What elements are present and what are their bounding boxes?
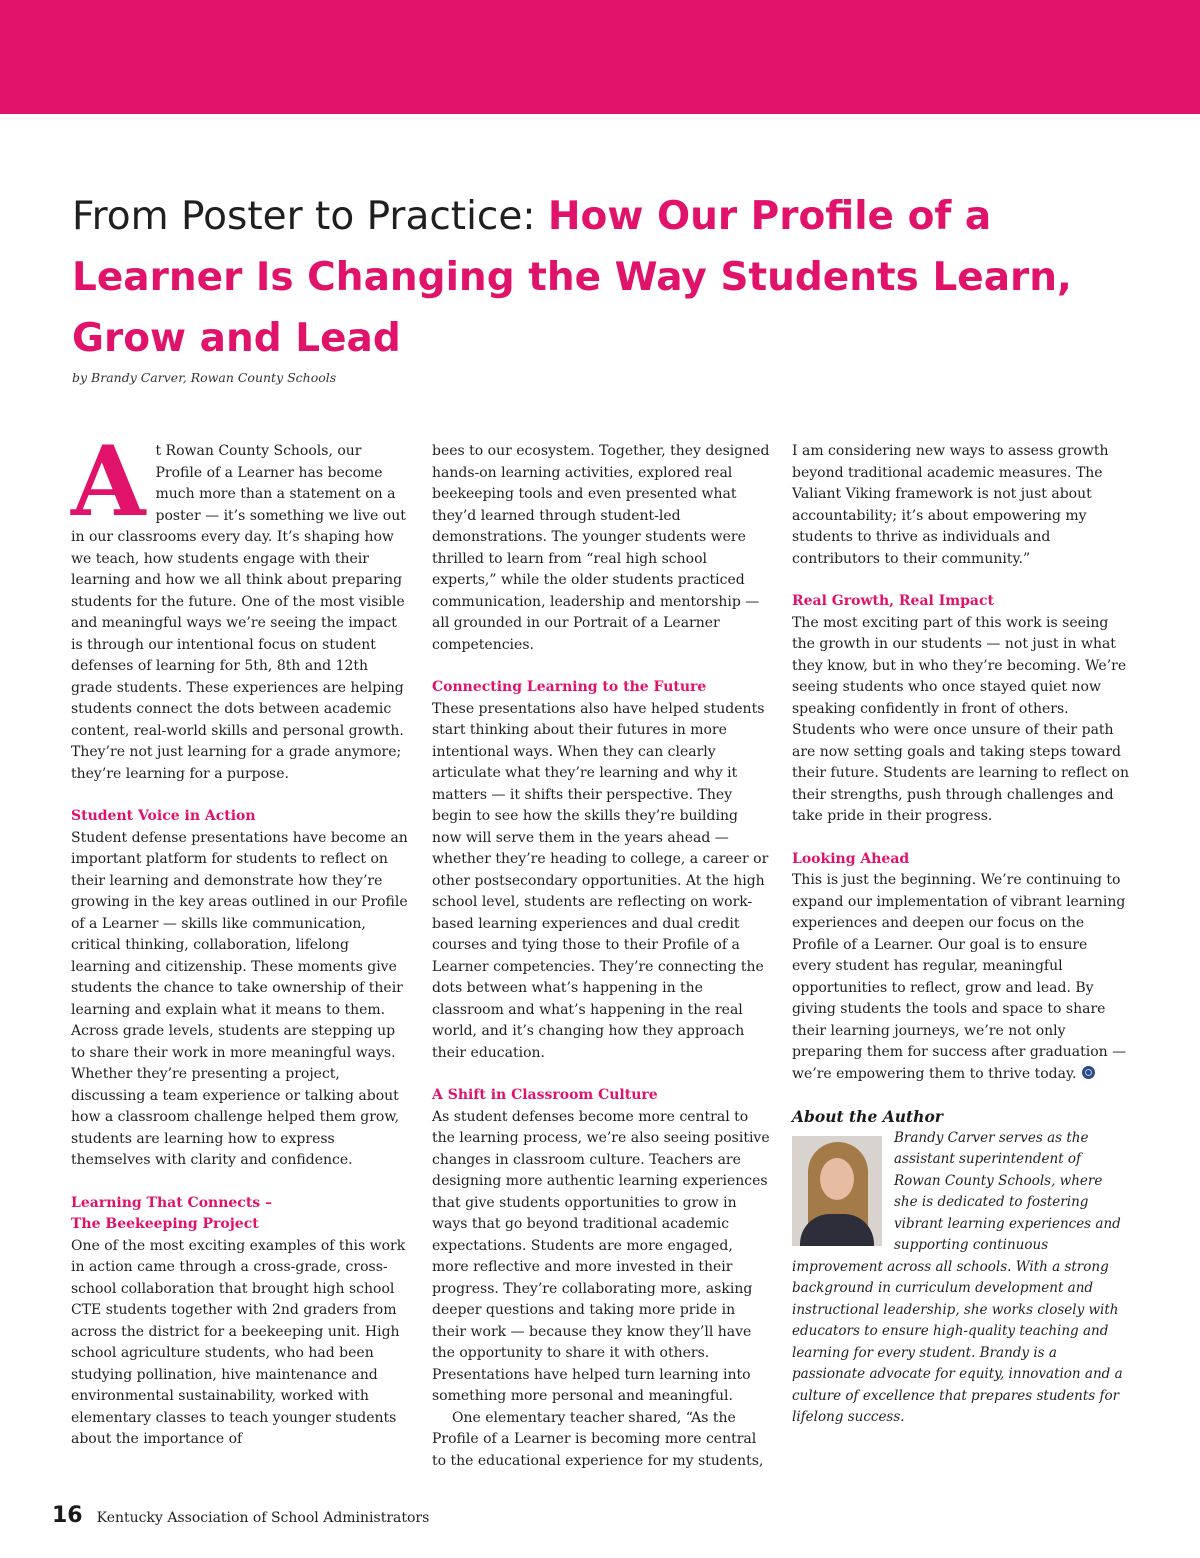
heading-line-1: Learning That Connects – (71, 1194, 273, 1211)
end-mark-icon (1082, 1066, 1095, 1079)
page-footer (52, 1503, 429, 1533)
article-title (72, 186, 1152, 369)
column-2 (432, 441, 770, 1472)
section-body-student-voice: Student defense presentations have become an important platform for students to reflect on their learning and demonstrate how they’re growing in the key areas outlined in our Profile of a Learner — skills like communication, critical thinking, collaboration, lifelong learning and citizenship. These moments give students the chance to take ownership of their learning and explain what it means to them. Across grade levels, students are stepping up to share their work in more meaningful ways. Whether they’re presenting a project, discussing a team experience or talking about how a classroom challenge helped them grow, students are learning how to express themselves with clarity and confidence. (71, 829, 408, 1168)
section-body-classroom-culture: As student defenses become more central to the learning process, we’re also seeing positive changes in classroom culture. Teachers are designing more authentic learning experiences that give students opportunities to grow in ways that go beyond traditional academic expectations. Students are more engaged, more reflective and more invested in their progress. They’re collaborating more, asking deeper questions and taking more pride in their work — because they know they’ll have the opportunity to share it with others. Presentations have helped turn learning into something more personal and meaningful. (432, 1108, 770, 1404)
section-heading-classroom-culture: A Shift in Classroom Culture (432, 1087, 658, 1103)
intro-paragraph (71, 425, 409, 785)
about-author-heading: About the Author (792, 1107, 943, 1126)
title-plain: From Poster to Practice: (72, 194, 548, 239)
column-3 (792, 441, 1130, 1429)
looking-ahead-text: This is just the beginning. We’re continuing to expand our implementation of vibrant learning experiences and deepen our focus on the Profile of a Learner. Our goal is to ensure every student has regular, meaningful opportunities to reflect, grow and lead. By giving students the tools and space to share their learning journeys, we’re not only preparing them for success after graduation — we’re empowering them to thrive today. (792, 872, 1127, 1082)
heading-line-2: The Beekeeping Project (71, 1216, 259, 1232)
section-body-real-growth: The most exciting part of this work is seeing the growth in our students — not just in what they know, but in who they’re becoming. We’re seeing students who once stayed quiet now speaking confidently in front of others. Students who were once unsure of their path are now setting goals and taking steps toward their future. Students are learning to reflect on their strengths, push through challenges and take pride in their progress. (792, 614, 1129, 824)
section-body-beekeeping-part-2: bees to our ecosystem. Together, they designed hands-on learning activities, explored real beekeeping tools and even presented what they’d learned through student-led demonstrations. The younger students were thrilled to learn from “real high school experts,” while the older students practiced communication, leadership and mentorship — all grounded in our Portrait of a Learner competencies. (432, 443, 770, 653)
section-body-connecting-future: These presentations also have helped students start thinking about their futures in more intentional ways. When they can clearly articulate what they’re learning and why it matters — it shifts their perspective. They begin to see how the skills they’re building now will serve them in the years ahead — whether they’re heading to college, a career or other postsecondary opportunities. At the high school level, students are reflecting on work-based learning experiences and dual credit courses and tying those to their Profile of a Learner competencies. They’re connecting the dots between what’s happening in the classroom and what’s happening in the real world, and it’s changing how they approach their education. (432, 700, 769, 1061)
drop-cap: A (71, 425, 146, 538)
column-1 (71, 425, 409, 1451)
intro-text: t Rowan County Schools, our Profile of a Learner has become much more than a statement on a poster — it’s something we live out in our classrooms every day. It’s shaping how we teach, how students engage with their learning and how we all think about preparing students for the future. One of the most visible and meaningful ways we’re seeing the impact is through our intentional focus on student defenses of learning for 5th, 8th and 12th grade students. These experiences are helping students connect the dots between academic content, real-world skills and personal growth. They’re not just learning for a grade anymore; they’re learning for a purpose. (71, 443, 406, 782)
teacher-quote-part-2: I am considering new ways to assess growth beyond traditional academic measures. The Valiant Viking framework is not just about accountability; it’s about empowering my students to thrive as individuals and contributors to their community.” (792, 443, 1109, 567)
section-body-looking-ahead (792, 870, 1130, 1085)
section-heading-looking-ahead: Looking Ahead (792, 850, 910, 867)
page-number: 16 (52, 1503, 83, 1528)
about-author-body: Brandy Carver serves as the assistant superintendent of Rowan County Schools, where she is dedicated to fostering vibrant learning experiences and supporting continuous improvement across all schools. With a strong background in curriculum development and instructional leadership, she works closely with educators to ensure high-quality teaching and learning for every student. Brandy is a passionate advocate for equity, innovation and a culture of excellence that prepares students for lifelong success. (792, 1129, 1123, 1425)
section-heading-connecting-future: Connecting Learning to the Future (432, 679, 707, 695)
section-body-beekeeping-part-1: One of the most exciting examples of this work in action came through a cross-grade, cross-school collaboration that brought high school CTE students together with 2nd graders from across the district for a beekeeping unit. High school agriculture students, who had been studying pollination, hive maintenance and environmental sustainability, worked with elementary classes to teach younger students about the importance of (71, 1237, 406, 1447)
byline: by Brandy Carver, Rowan County Schools (72, 370, 337, 385)
section-heading-learning-connects (71, 1193, 409, 1236)
publication-name: Kentucky Association of School Administrators (96, 1510, 430, 1526)
title-highlight: How Our Profile of a Learner Is Changing the Way Students Learn, Grow and Lead (72, 194, 1072, 361)
teacher-quote-part-1: One elementary teacher shared, “As the Profile of a Learner is becoming more central to the educational experience for my students, (432, 1409, 764, 1469)
top-color-band (0, 0, 1200, 114)
section-heading-real-growth: Real Growth, Real Impact (792, 593, 994, 609)
author-photo (792, 1136, 882, 1246)
section-heading-student-voice: Student Voice in Action (71, 808, 256, 824)
